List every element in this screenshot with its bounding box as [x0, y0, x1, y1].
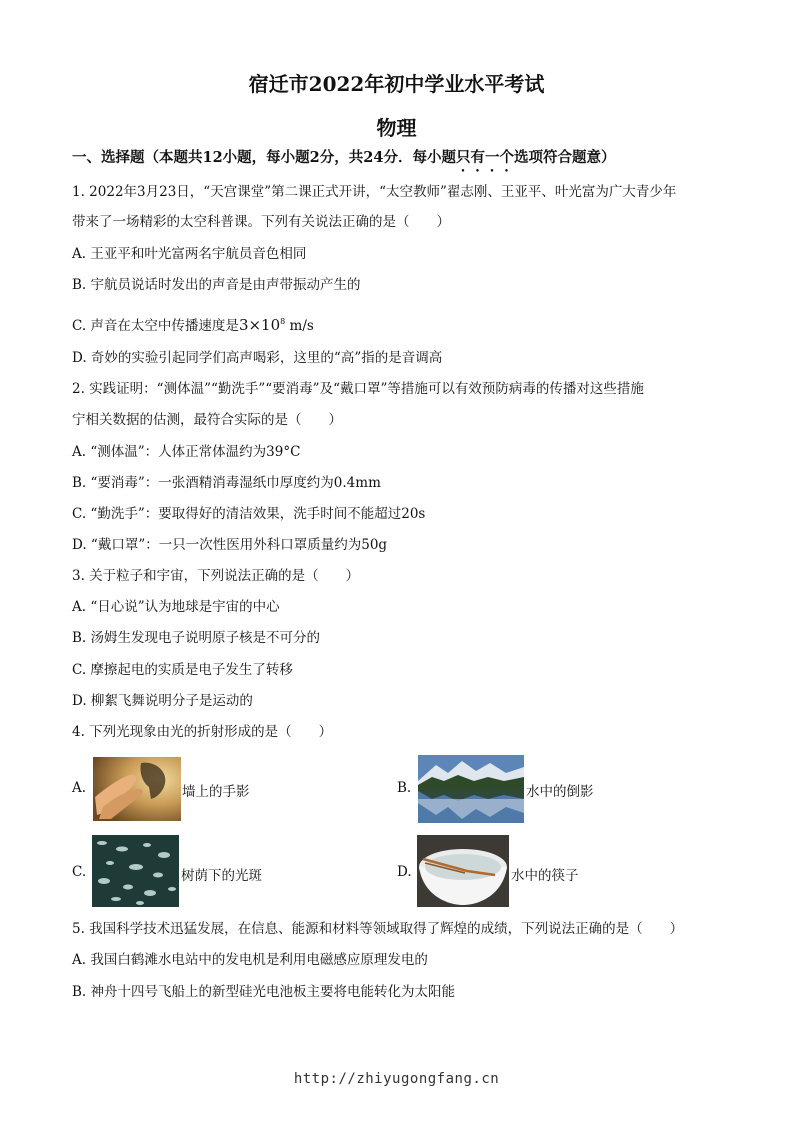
lake-reflection-image	[418, 755, 524, 823]
emphasis-dots: 只有一个	[455, 149, 514, 166]
q4-option-d-letter: D.	[397, 864, 412, 880]
q2-option-a: A. “测体温”：人体正常体温约为39°C	[72, 444, 301, 460]
q1-stem-line1: 1. 2022年3月23日，“天宫课堂”第二课正式开讲，“太空教师”翟志刚、王亚平、叶光富为广大青少年	[72, 184, 677, 200]
q5-stem: 5. 我国科学技术迅猛发展，在信息、能源和材料等领域取得了辉煌的成绩，下列说法正确的是（ ）	[72, 921, 684, 937]
hand-shadow-image	[93, 757, 181, 821]
chopsticks-in-water-image	[417, 835, 509, 907]
q1-option-c: C. 声音在太空中传播速度是$3\times 10^8$ m/s	[72, 316, 314, 334]
q3-option-d: D. 柳絮飞舞说明分子是运动的	[72, 693, 253, 709]
q1-stem-line2: 带来了一场精彩的太空科普课。下列有关说法正确的是（ ）	[72, 214, 450, 230]
lake-reflection-picture	[418, 755, 524, 823]
hand-shadow-picture	[93, 757, 181, 821]
q2-option-c: C. “勤洗手”：要取得好的清洁效果，洗手时间不能超过20s	[72, 506, 426, 522]
q3-option-c: C. 摩擦起电的实质是电子发生了转移	[72, 662, 293, 678]
q4-option-b-letter: B.	[397, 780, 412, 796]
q1-option-a: A. 王亚平和叶光富两名宇航员音色相同	[72, 246, 307, 262]
chopsticks-picture	[417, 835, 509, 907]
q1-option-d: D. 奇妙的实验引起同学们高声喝彩，这里的“高”指的是音调高	[72, 350, 443, 366]
q4-option-a-letter: A.	[72, 780, 87, 796]
exam-title: 宿迁市2022年初中学业水平考试	[248, 72, 545, 96]
section-heading: 一、选择题（本题共12小题，每小题2分，共24分．每小题只有一个选项符合题意）	[72, 149, 616, 166]
exponent: 8	[280, 317, 286, 326]
q4-option-c-letter: C.	[72, 864, 87, 880]
q2-stem-line2: 宁相关数据的估测，最符合实际的是（ ）	[72, 412, 342, 428]
q2-stem-line1: 2. 实践证明：“测体温”“勤洗手”“要消毒”及“戴口罩”等措施可以有效预防病毒的传播对这些措施	[72, 381, 644, 397]
q3-stem: 3. 关于粒子和宇宙，下列说法正确的是（ ）	[72, 568, 360, 584]
q2-option-d: D. “戴口罩”：一只一次性医用外科口罩质量约为50g	[72, 537, 388, 553]
q3-option-b: B. 汤姆生发现电子说明原子核是不可分的	[72, 630, 321, 646]
exam-subject: 物理	[376, 116, 417, 140]
speed-formula: 3×10	[238, 316, 281, 334]
light-spots-image	[92, 835, 179, 907]
q5-option-a: A. 我国白鹤滩水电站中的发电机是利用电磁感应原理发电的	[72, 952, 428, 968]
q4-stem: 4. 下列光现象由光的折射形成的是（ ）	[72, 724, 333, 740]
q1-option-b: B. 宇航员说话时发出的声音是由声带振动产生的	[72, 277, 361, 293]
q3-option-a: A. “日心说”认为地球是宇宙的中心	[72, 599, 280, 615]
q4-option-b-caption: 水中的倒影	[526, 784, 594, 800]
q4-option-d-caption: 水中的筷子	[511, 868, 579, 884]
footer-url: http://zhiyugongfang.cn	[293, 1071, 500, 1087]
q4-option-a-caption: 墙上的手影	[182, 784, 250, 800]
q2-option-b: B. “要消毒”：一张酒精消毒湿纸巾厚度约为0.4mm	[72, 475, 381, 491]
light-spots-picture	[92, 835, 179, 907]
q5-option-b: B. 神舟十四号飞船上的新型硅光电池板主要将电能转化为太阳能	[72, 984, 456, 1000]
q4-option-c-caption: 树荫下的光斑	[181, 868, 262, 884]
